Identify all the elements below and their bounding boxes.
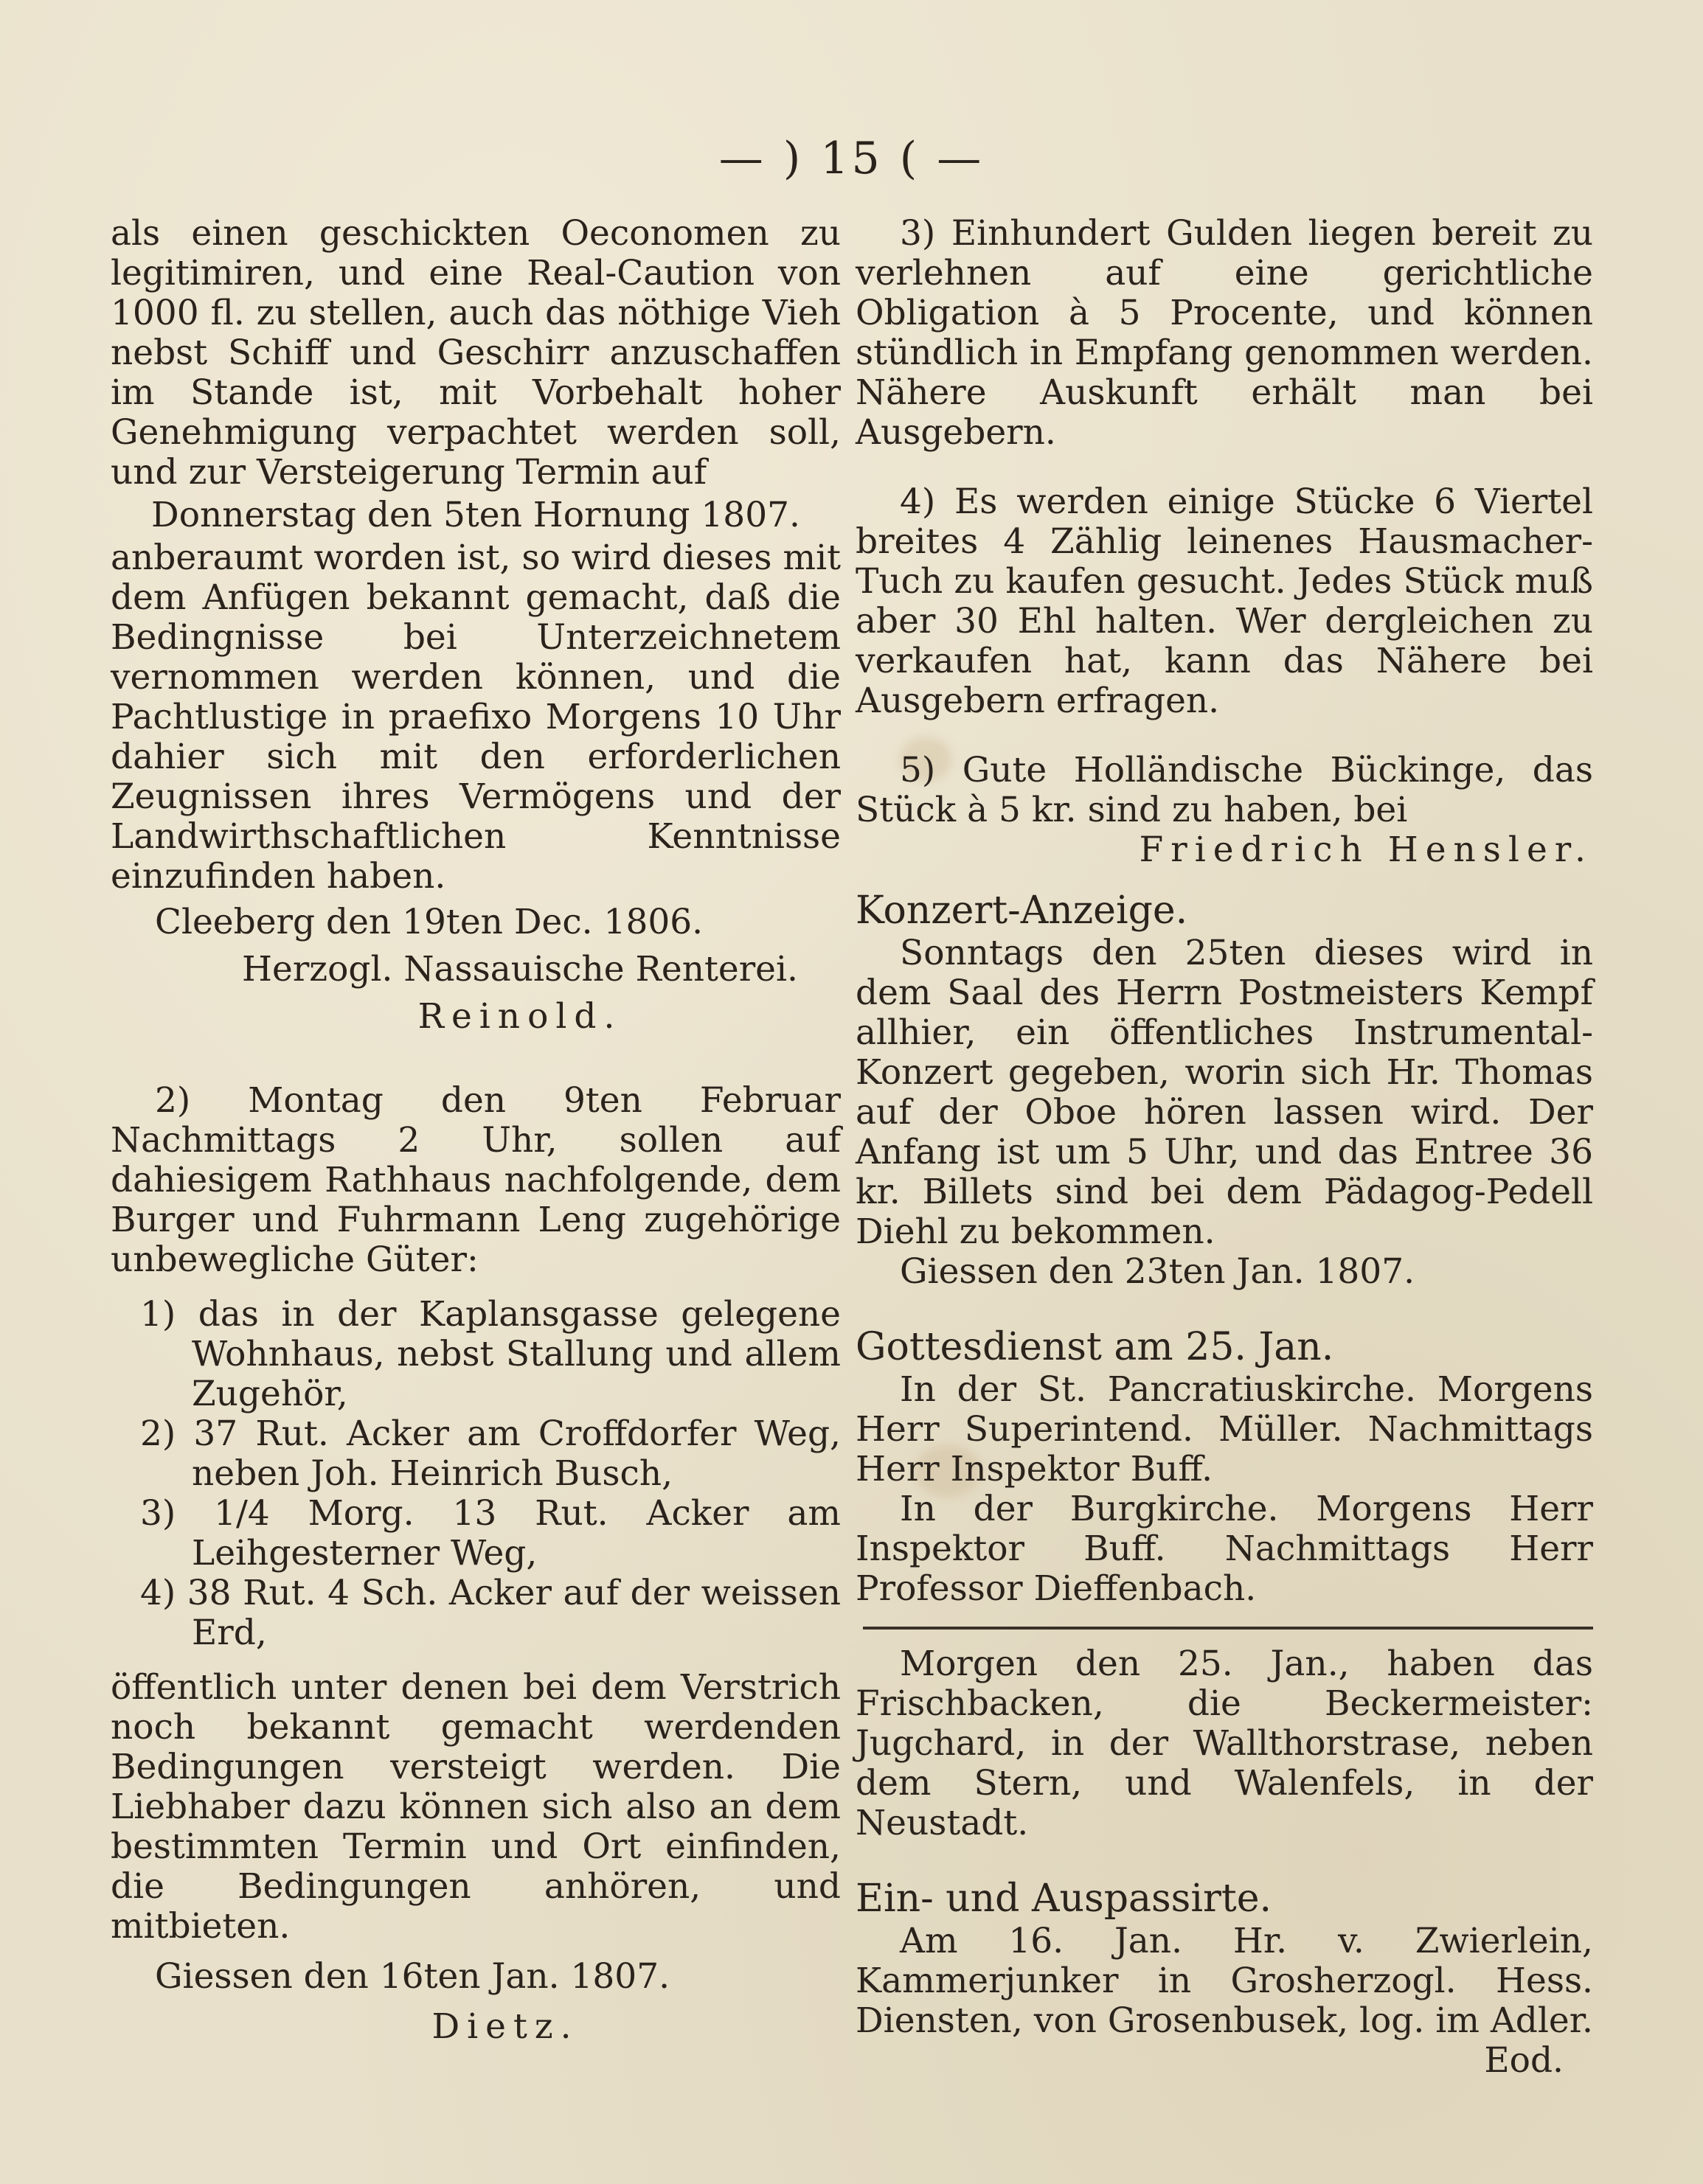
property-item: 1) das in der Kaplansgasse gelegene Wohnhaus, nebst Stallung und allem Zugehör, — [140, 1294, 841, 1414]
concert-text: Sonntags den 25ten dieses wird in dem Saal des Herrn Postmeisters Kempf allhier, ein öffentliches Instrumental-Konzert gegeben, worin sich Hr. Thomas auf der Oboe hören lassen wird. Der Anfang ist um 5 Uhr, und das Entree 36 kr. Billets sind bei dem Pädagog-Pedell Diehl zu bekommen. — [856, 933, 1593, 1252]
bakers-notice: Morgen den 25. Jan., haben das Frischbacken, die Beckermeister: Jugchard, in der Wallthorstrase, neben dem Stern, und Walenfels, in der Neustadt. — [856, 1644, 1593, 1843]
place-date: Cleeberg den 19ten Dec. 1806. — [155, 902, 704, 942]
travel-heading: Ein- und Auspassirte. — [856, 1877, 1272, 1921]
concert-heading: Konzert-Anzeige. — [856, 888, 1188, 933]
loan-notice: 3) Einhundert Gulden liegen bereit zu verlehnen auf eine gerichtliche Obligation à 5 Procente, und können stündlich in Empfang genommen werden. Nähere Auskunft erhält man bei Ausgebern. — [856, 213, 1593, 453]
divider-rule — [863, 1627, 1593, 1630]
service-text: In der Burgkirche. Morgens Herr Inspektor Buff. Nachmittags Herr Professor Dieffenbach. — [856, 1489, 1593, 1609]
property-item: 2) 37 Rut. Acker am Croffdorfer Weg, neben Joh. Heinrich Busch, — [140, 1413, 841, 1494]
left-column — [111, 214, 841, 2047]
lease-notice-text: als einen geschickten Oeconomen zu legitimiren, und eine Real-Caution von 1000 fl. zu stellen, auch das nöthige Vieh nebst Schiff und Geschirr anzuschaffen im Stande ist, mit Vorbehalt hoher Genehmigung verpachtet werden soll, und zur Versteigerung Termin auf — [111, 213, 841, 493]
service-text: In der St. Pancratiuskirche. Morgens Herr Superintend. Müller. Nachmittags Herr Inspektor Buff. — [856, 1369, 1593, 1489]
travel-signature: Eod. — [1484, 2040, 1564, 2081]
lease-notice-continuation: anberaumt worden ist, so wird dieses mit dem Anfügen bekannt gemacht, daß die Bedingnisse bei Unterzeichnetem vernommen werden können, und die Pachtlustige in praefixo Morgens 10 Uhr dahier sich mit den erforderlichen Zeugnissen ihres Vermögens und der Landwirthschaftlichen Kenntnisse einzufinden haben. — [111, 538, 841, 897]
signature: Dietz. — [431, 2006, 579, 2047]
right-column — [856, 214, 1593, 2081]
auction-date: Donnerstag den 5ten Hornung 1807. — [151, 495, 800, 535]
signature: Reinold. — [417, 996, 622, 1037]
authority: Herzogl. Nassauische Renterei. — [242, 949, 798, 990]
auction-terms: öffentlich unter denen bei dem Verstrich noch bekannt gemacht werdenden Bedingungen versteigt werden. Die Liebhaber dazu können sich also an dem bestimmten Termin und Ort einfinden, die Bedingungen anhören, und mitbieten. — [111, 1667, 841, 1947]
concert-date: Giessen den 23ten Jan. 1807. — [900, 1251, 1415, 1292]
property-item: 4) 38 Rut. 4 Sch. Acker auf der weissen Erd, — [140, 1573, 841, 1653]
cloth-wanted-notice: 4) Es werden einige Stücke 6 Viertel breites 4 Zählig leinenes Hausmacher-Tuch zu kaufen gesucht. Jedes Stück muß aber 30 Ehl halten. Wer dergleichen zu verkaufen hat, kann das Nähere bei Ausgebern erfragen. — [856, 481, 1593, 721]
herring-notice: 5) Gute Holländische Bückinge, das Stück à 5 kr. sind zu haben, bei — [856, 750, 1593, 830]
travel-text: Am 16. Jan. Hr. v. Zwierlein, Kammerjunker in Grosherzogl. Hess. Diensten, von Grosenbusek, log. im Adler. — [856, 1921, 1593, 2041]
property-item: 3) 1/4 Morg. 13 Rut. Acker am Leihgesterner Weg, — [140, 1493, 841, 1573]
service-heading: Gottesdienst am 25. Jan. — [856, 1325, 1334, 1369]
auction-notice: 2) Montag den 9ten Februar Nachmittags 2 Uhr, sollen auf dahiesigem Rathhaus nachfolgende, dem Burger und Fuhrmann Leng zugehörige unbewegliche Güter: — [111, 1080, 841, 1280]
page-number: — ) 15 ( — — [718, 133, 985, 184]
place-date: Giessen den 16ten Jan. 1807. — [155, 1956, 670, 1997]
seller-name: Friedrich Hensler. — [1139, 830, 1593, 870]
